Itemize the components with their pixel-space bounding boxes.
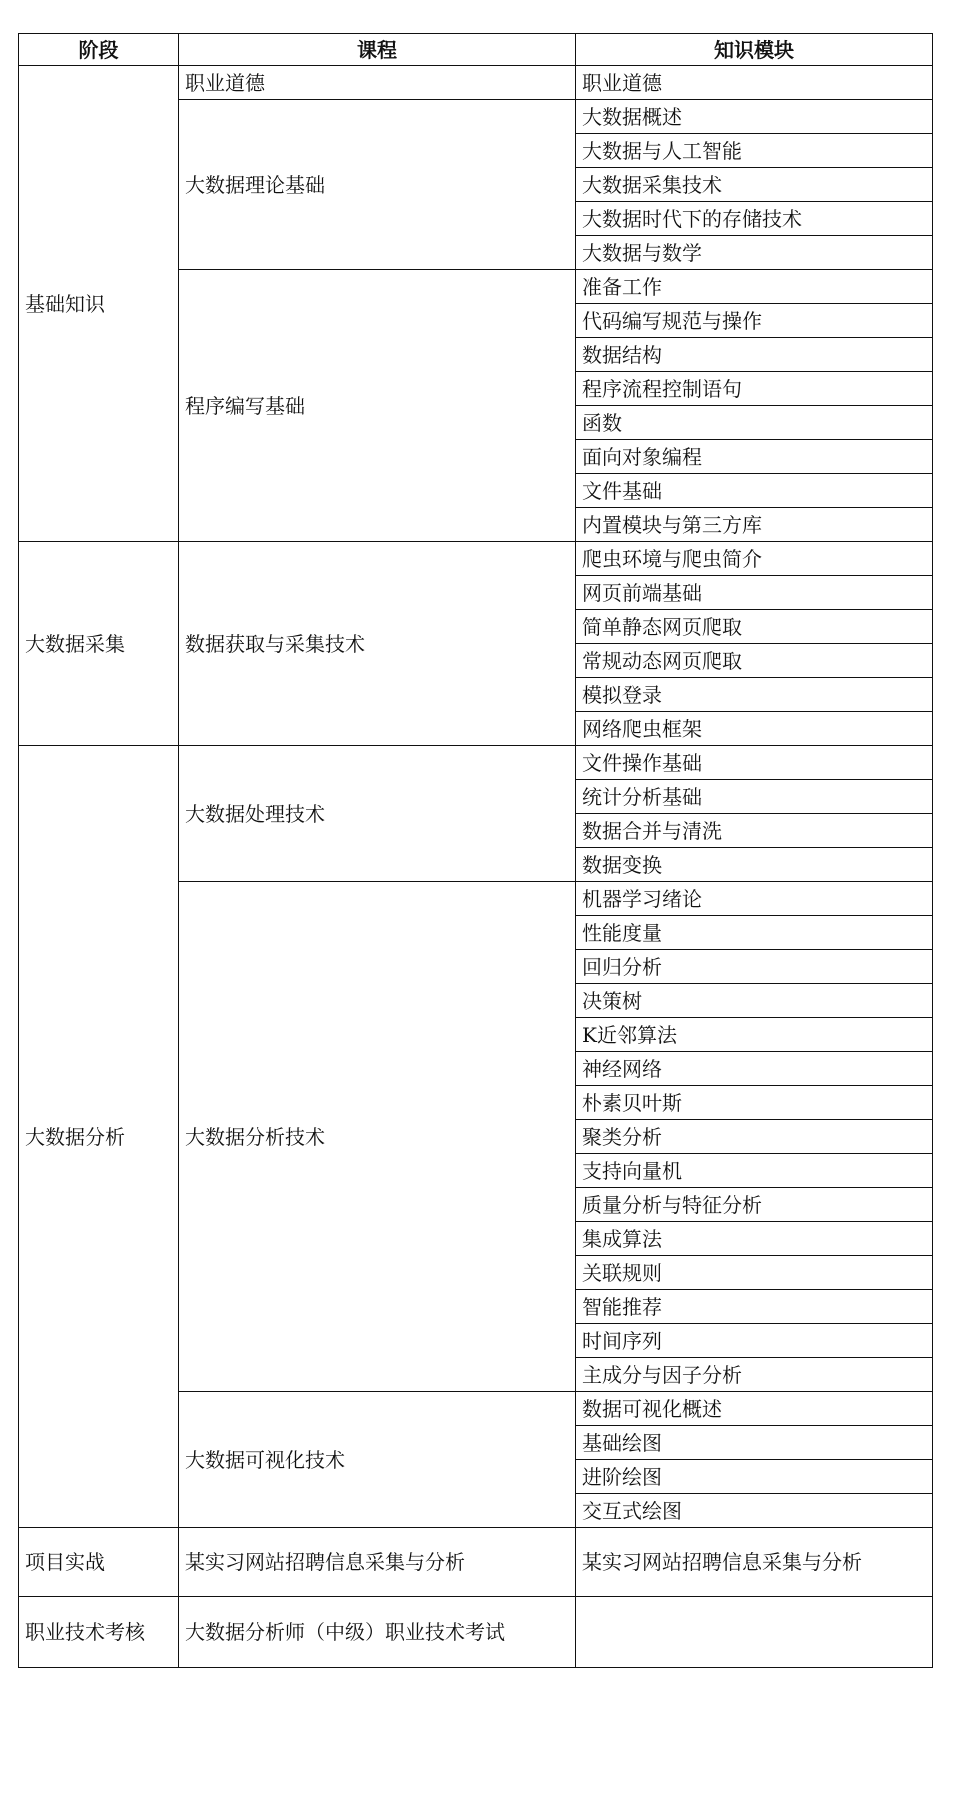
module-cell: 进阶绘图 bbox=[576, 1460, 933, 1494]
module-cell: 主成分与因子分析 bbox=[576, 1358, 933, 1392]
module-cell: 统计分析基础 bbox=[576, 780, 933, 814]
module-cell bbox=[576, 1597, 933, 1668]
module-cell: 机器学习绪论 bbox=[576, 882, 933, 916]
module-cell: 网页前端基础 bbox=[576, 576, 933, 610]
module-cell: 时间序列 bbox=[576, 1324, 933, 1358]
module-cell: 基础绘图 bbox=[576, 1426, 933, 1460]
course-cell: 大数据分析师（中级）职业技术考试 bbox=[179, 1597, 576, 1668]
header-module: 知识模块 bbox=[576, 34, 933, 66]
module-cell: K近邻算法 bbox=[576, 1018, 933, 1052]
module-cell: 大数据时代下的存储技术 bbox=[576, 202, 933, 236]
stage-cell: 项目实战 bbox=[19, 1528, 179, 1597]
module-cell: 函数 bbox=[576, 406, 933, 440]
module-cell: 数据合并与清洗 bbox=[576, 814, 933, 848]
module-cell: 内置模块与第三方库 bbox=[576, 508, 933, 542]
module-cell: 爬虫环境与爬虫简介 bbox=[576, 542, 933, 576]
module-cell: 回归分析 bbox=[576, 950, 933, 984]
module-cell: 质量分析与特征分析 bbox=[576, 1188, 933, 1222]
module-cell: 关联规则 bbox=[576, 1256, 933, 1290]
course-cell: 大数据处理技术 bbox=[179, 746, 576, 882]
module-cell: 支持向量机 bbox=[576, 1154, 933, 1188]
course-cell: 大数据可视化技术 bbox=[179, 1392, 576, 1528]
stage-cell: 基础知识 bbox=[19, 66, 179, 542]
module-cell: 交互式绘图 bbox=[576, 1494, 933, 1528]
stage-cell: 职业技术考核 bbox=[19, 1597, 179, 1668]
course-cell: 大数据理论基础 bbox=[179, 100, 576, 270]
module-cell: 大数据与数学 bbox=[576, 236, 933, 270]
table-row bbox=[19, 542, 933, 576]
course-cell: 数据获取与采集技术 bbox=[179, 542, 576, 746]
table-row bbox=[19, 746, 933, 780]
header-course: 课程 bbox=[179, 34, 576, 66]
stage-cell: 大数据分析 bbox=[19, 746, 179, 1528]
module-cell: 准备工作 bbox=[576, 270, 933, 304]
header-stage: 阶段 bbox=[19, 34, 179, 66]
header-row bbox=[19, 34, 933, 66]
module-cell: 文件基础 bbox=[576, 474, 933, 508]
module-cell: 决策树 bbox=[576, 984, 933, 1018]
module-cell: 常规动态网页爬取 bbox=[576, 644, 933, 678]
table-row bbox=[19, 1597, 933, 1668]
module-cell: 大数据概述 bbox=[576, 100, 933, 134]
module-cell: 某实习网站招聘信息采集与分析 bbox=[576, 1528, 933, 1597]
module-cell: 智能推荐 bbox=[576, 1290, 933, 1324]
table-body bbox=[19, 66, 933, 1668]
module-cell: 模拟登录 bbox=[576, 678, 933, 712]
module-cell: 大数据采集技术 bbox=[576, 168, 933, 202]
module-cell: 神经网络 bbox=[576, 1052, 933, 1086]
module-cell: 简单静态网页爬取 bbox=[576, 610, 933, 644]
module-cell: 代码编写规范与操作 bbox=[576, 304, 933, 338]
module-cell: 文件操作基础 bbox=[576, 746, 933, 780]
course-cell: 职业道德 bbox=[179, 66, 576, 100]
stage-cell: 大数据采集 bbox=[19, 542, 179, 746]
module-cell: 大数据与人工智能 bbox=[576, 134, 933, 168]
module-cell: 性能度量 bbox=[576, 916, 933, 950]
module-cell: 数据变换 bbox=[576, 848, 933, 882]
module-cell: 网络爬虫框架 bbox=[576, 712, 933, 746]
module-cell: 数据可视化概述 bbox=[576, 1392, 933, 1426]
module-cell: 职业道德 bbox=[576, 66, 933, 100]
table-row bbox=[19, 66, 933, 100]
module-cell: 朴素贝叶斯 bbox=[576, 1086, 933, 1120]
table-row bbox=[19, 1528, 933, 1597]
module-cell: 聚类分析 bbox=[576, 1120, 933, 1154]
module-cell: 数据结构 bbox=[576, 338, 933, 372]
course-cell: 程序编写基础 bbox=[179, 270, 576, 542]
curriculum-table bbox=[18, 33, 933, 1668]
course-cell: 大数据分析技术 bbox=[179, 882, 576, 1392]
module-cell: 面向对象编程 bbox=[576, 440, 933, 474]
module-cell: 程序流程控制语句 bbox=[576, 372, 933, 406]
course-cell: 某实习网站招聘信息采集与分析 bbox=[179, 1528, 576, 1597]
module-cell: 集成算法 bbox=[576, 1222, 933, 1256]
